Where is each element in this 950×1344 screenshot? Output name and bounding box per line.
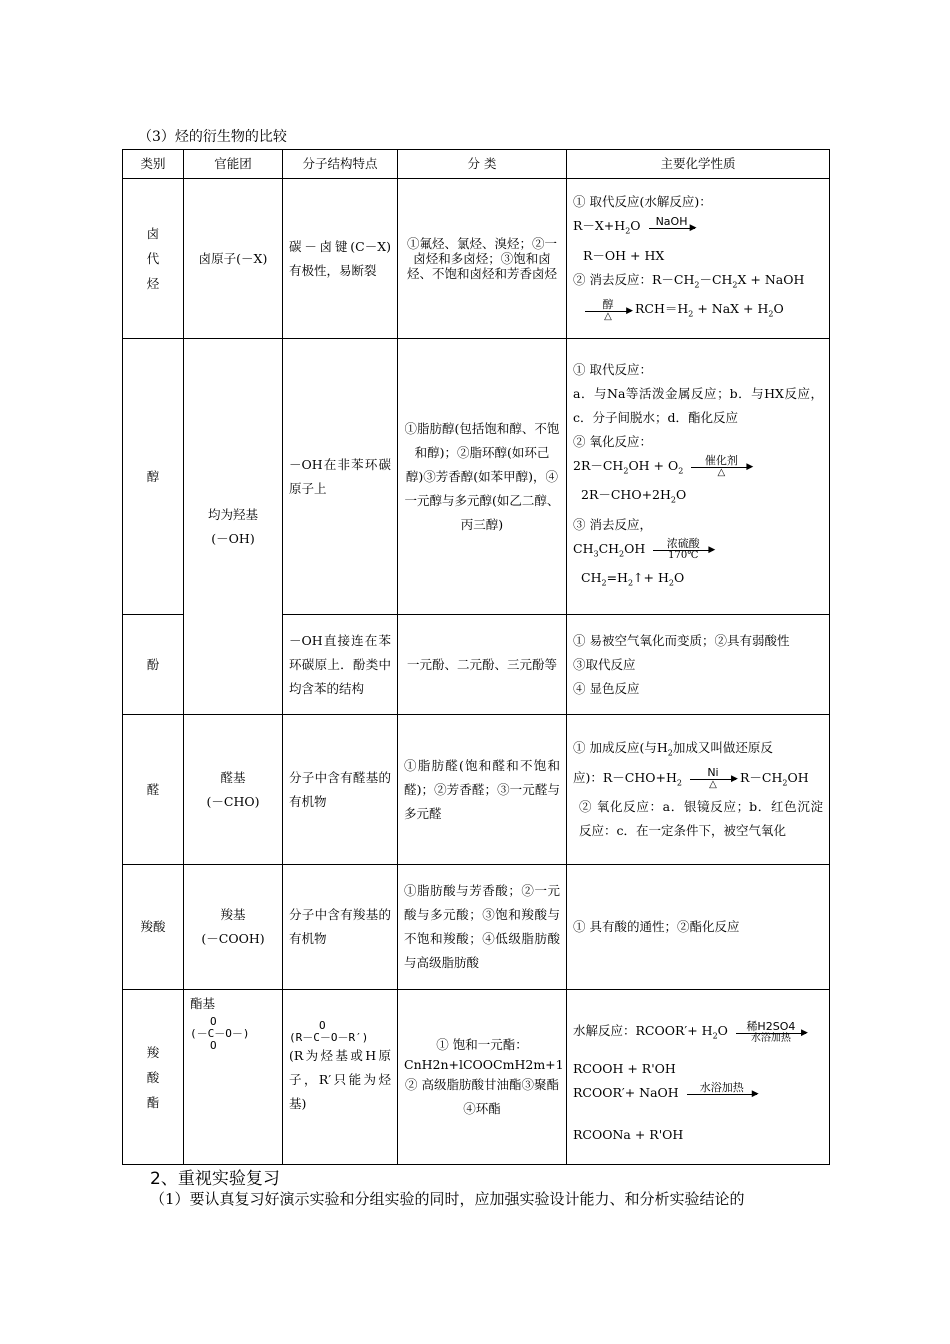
properties-halide: ① 取代反应(水解反应)： $R-X+H_2O$ NaOH ▶ R－OH + HX ② 消去反应：$R-CH_2-CH_2X$ + NaOH 醇 ▶ △ $RCH=H_2$ + NaX + $H_2O$ [567, 179, 830, 339]
category-alcohol: 醇 [123, 339, 184, 615]
table-header-row [123, 150, 830, 179]
feature-aldehyde: 分子中含有醛基的有机物 [283, 715, 398, 865]
properties-phenol: ① 易被空气氧化而变质；②具有弱酸性 ③取代反应 ④ 显色反应 [567, 615, 830, 715]
reaction-arrow: 水浴加热 ▶ [687, 1082, 757, 1104]
reaction-arrow: 稀H2SO4 ▶ 水浴加热 [736, 1021, 806, 1043]
table-row-alcohol [123, 339, 830, 615]
header-properties: 主要化学性质 [567, 150, 830, 179]
table-row-ester [123, 990, 830, 1165]
category-halide: 卤 代 烃 [123, 179, 184, 339]
group-halide: 卤原子(－X) [184, 179, 283, 339]
section-heading: 2、重视实验复习 [150, 1169, 280, 1189]
feature-alcohol: －OH在非苯环碳原子上 [283, 339, 398, 615]
group-hydroxyl: 均为羟基 (－OH) [184, 339, 283, 715]
reaction-arrow: 浓硫酸 ▶ 170℃ [653, 538, 713, 560]
table-caption: （3）烃的衍生物的比较 [138, 129, 287, 145]
classes-ester: ① 饱和一元酯： CnH2n+lCOOCmH2m+1 ② 高级脂肪酸甘油酯③聚酯④环酯 [398, 990, 567, 1165]
category-acid: 羧酸 [123, 865, 184, 990]
paragraph-text: （1）要认真复习好演示实验和分组实验的同时，应加强实验设计能力、和分析实验结论的 [150, 1190, 745, 1208]
properties-aldehyde: ① 加成反应(与$H_2$加成又叫做还原反 应)：$R-CHO+H_2$ Ni ▶ △ $R-CH_2OH$ ② 氧化反应：a．银镜反应；b．红色沉淀反应：c．在一定条件下，被空气氧化 [567, 715, 830, 865]
reaction-arrow: Ni ▶ △ [690, 767, 736, 789]
feature-halide: 碳－卤键(C－X)有极性，易断裂 [283, 179, 398, 339]
header-classification: 分 类 [398, 150, 567, 179]
feature-ester: O (R－C－O－R′) (R为烃基或H原子，R′只能为烃基) [283, 990, 398, 1165]
category-phenol: 酚 [123, 615, 184, 715]
reaction-arrow: NaOH ▶ [649, 216, 695, 238]
table-row-aldehyde [123, 715, 830, 865]
reaction-arrow: 催化剂 ▶ △ [691, 455, 751, 477]
properties-alcohol: ① 取代反应： a．与Na等活泼金属反应；b．与HX反应，c．分子间脱水；d．酯化反应 ② 氧化反应： $2R-CH_2OH + O_2$ 催化剂 ▶ △ $2R-CHO+2H_2O$ ③ 消去反应， $CH_3CH_2OH$ 浓硫酸 ▶ 170℃ $CH_2=H_2↑+ H_2O$ [567, 339, 830, 615]
header-functional-group: 官能团 [184, 150, 283, 179]
classes-alcohol: ①脂肪醇(包括饱和醇、不饱和醇)；②脂环醇(如环己醇)③芳香醇(如苯甲醇)，④一元醇与多元醇(如乙二醇、丙三醇) [398, 339, 567, 615]
classes-phenol: 一元酚、二元酚、三元酚等 [398, 615, 567, 715]
properties-acid: ① 具有酸的通性；②酯化反应 [567, 865, 830, 990]
category-ester: 羧 酸 酯 [123, 990, 184, 1165]
header-structure: 分子结构特点 [283, 150, 398, 179]
group-ester: 酯基 O (－C－O－) O [184, 990, 283, 1165]
header-category: 类别 [123, 150, 184, 179]
table-row-halide [123, 179, 830, 339]
reaction-arrow: 醇 ▶ △ [585, 299, 631, 321]
category-aldehyde: 醛 [123, 715, 184, 865]
properties-ester: 水解反应：RCOOR′+ $H_2O$ 稀H2SO4 ▶ 水浴加热 RCOOH + R'OH RCOOR′+ NaOH 水浴加热 ▶ RCOONa + R'OH [567, 990, 830, 1165]
feature-acid: 分子中含有羧基的有机物 [283, 865, 398, 990]
classes-aldehyde: ①脂肪醛(饱和醛和不饱和醛)；②芳香醛；③一元醛与多元醛 [398, 715, 567, 865]
feature-phenol: －OH直接连在苯环碳原上．酚类中均含苯的结构 [283, 615, 398, 715]
group-aldehyde: 醛基 (－CHO) [184, 715, 283, 865]
classes-acid: ①脂肪酸与芳香酸；②一元酸与多元酸；③饱和羧酸与不饱和羧酸；④低级脂肪酸与高级脂肪酸 [398, 865, 567, 990]
derivatives-comparison-table [122, 149, 830, 1165]
group-acid: 羧基 (－COOH) [184, 865, 283, 990]
table-row-acid [123, 865, 830, 990]
classes-halide: ①氟烃、氯烃、溴烃；②一卤烃和多卤烃；③饱和卤烃、不饱和卤烃和芳香卤烃 [398, 179, 567, 339]
